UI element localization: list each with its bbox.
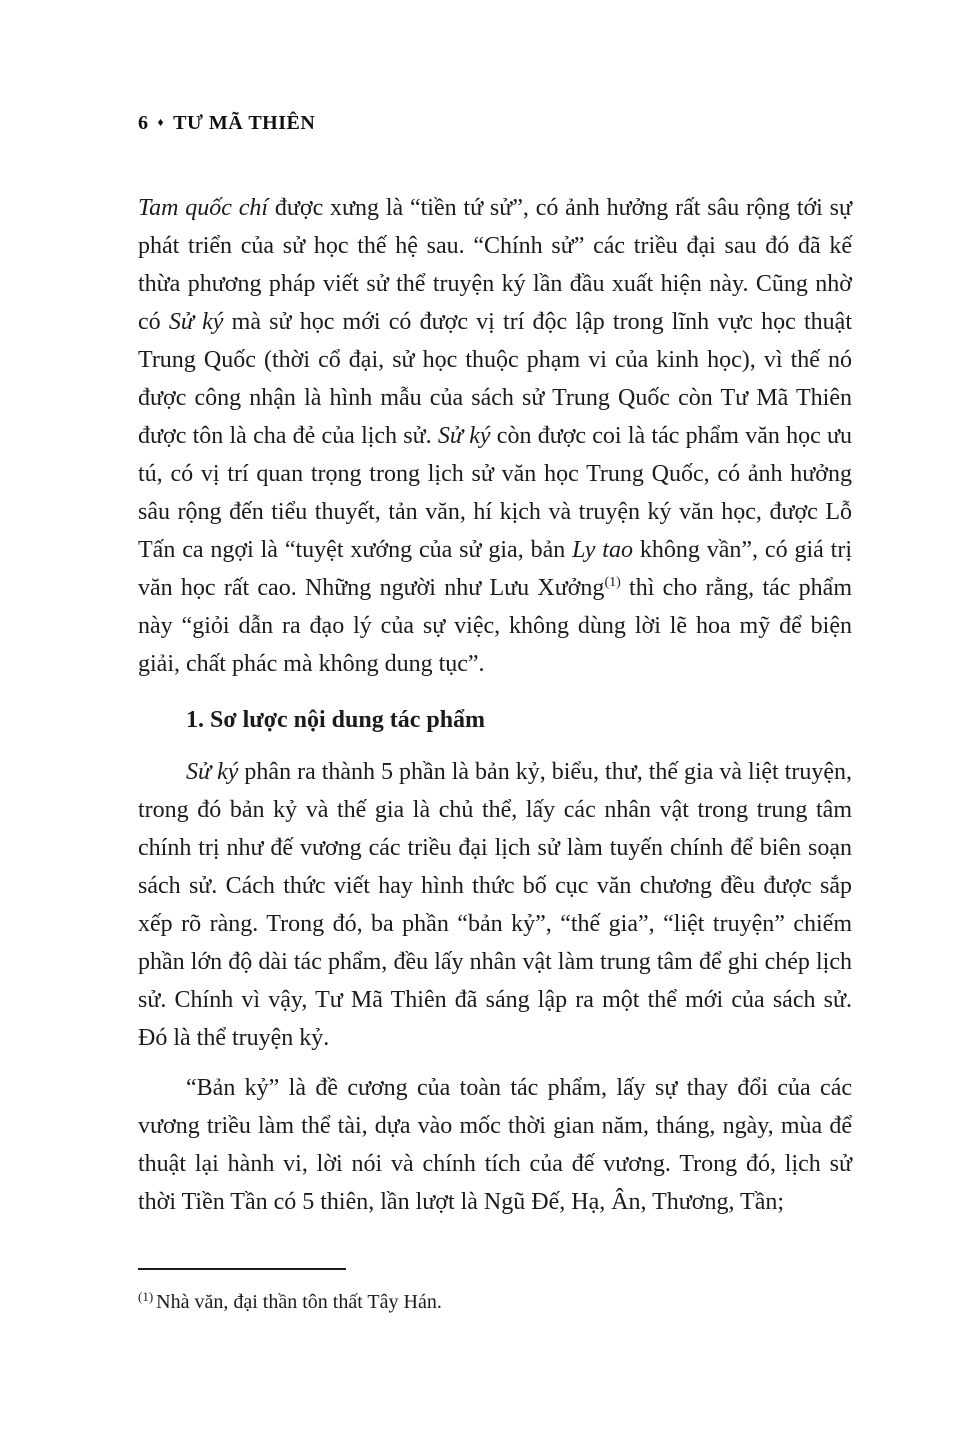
book-title-italic: Sử ký — [186, 759, 239, 785]
paragraph-ban-ky — [138, 1069, 852, 1221]
text-segment: phân ra thành 5 phần là bản kỷ, biểu, thư, thế gia và liệt truyện, trong đó bản kỷ và thế gia là chủ thể, lấy các nhân vật trong trung tâm chính trị như đế vương các triều đại lịch sử làm tuyến chính để biên soạn sách sử. Cách thức viết hay hình thức bố cục văn chương đều được sắp xếp rõ ràng. Trong đó, ba phần “bản kỷ”, “thế gia”, “liệt truyện” chiếm phần lớn độ dài tác phẩm, đều lấy nhân vật làm trung tâm để ghi chép lịch sử. Chính vì vậy, Tư Mã Thiên đã sáng lập ra một thể mới của sách sử. Đó là thể truyện kỷ. — [138, 759, 852, 1051]
footnote — [138, 1288, 852, 1316]
text-segment: “Bản kỷ” là đề cương của toàn tác phẩm, lấy sự thay đổi của các vương triều làm thể tài, dựa vào mốc thời gian năm, tháng, ngày, mùa để thuật lại hành vi, lời nói và chính tích của đế vương. Trong đó, lịch sử thời Tiền Tần có 5 thiên, lần lượt là Ngũ Đế, Hạ, Ân, Thương, Tần; — [138, 1075, 852, 1215]
page-content — [138, 112, 852, 1233]
running-title: TƯ MÃ THIÊN — [173, 112, 316, 134]
footnote-marker: (1) — [138, 1289, 154, 1304]
diamond-separator-icon: ♦ — [157, 115, 165, 129]
section-heading: 1. Sơ lược nội dung tác phẩm — [186, 707, 486, 733]
book-title-italic: Ly tao — [572, 537, 633, 563]
page-header — [138, 112, 852, 135]
footnote-reference: (1) — [604, 575, 621, 590]
paragraph-intro — [138, 189, 852, 683]
text-segment: mà sử học mới có được vị trí độc lập trong lĩnh vực học thuật Trung Quốc (thời cổ đại, sử học thuộc phạm vi của kinh học), vì thế nó được công nhận là hình mẫu của sách sử Trung Quốc còn Tư Mã Thiên được tôn là cha đẻ của lịch sử. — [138, 309, 852, 449]
text-segment: không vần”, có giá trị văn học rất cao. Những người như Lưu Xưởng — [138, 537, 853, 601]
paragraph-structure — [138, 753, 852, 1057]
book-title-italic: Tam quốc chí — [138, 195, 269, 221]
footnote-separator-rule — [138, 1268, 346, 1270]
book-title-italic: Sử ký — [168, 309, 224, 335]
text-segment: thì cho rằng, tác phẩm này “giỏi dẫn ra đạo lý của sự việc, không dùng lời lẽ hoa mỹ để biện giải, chất phác mà không dung tục”. — [138, 575, 852, 677]
text-segment: được xưng là “tiền tứ sử”, có ảnh hưởng rất sâu rộng tới sự phát triển của sử học thế hệ sau. “Chính sử” các triều đại sau đó đã kế thừa phương pháp viết sử thể truyện ký lần đầu xuất hiện này. Cũng nhờ có — [138, 195, 852, 335]
page-number: 6 — [138, 112, 149, 134]
footnote-text: Nhà văn, đại thần tôn thất Tây Hán. — [156, 1291, 442, 1313]
footnote-area — [138, 1268, 852, 1316]
book-title-italic: Sử ký — [437, 423, 491, 449]
text-segment: còn được coi là tác phẩm văn học ưu tú, có vị trí quan trọng trong lịch sử văn học Trung Quốc, có ảnh hưởng sâu rộng đến tiểu thuyết, tản văn, hí kịch và truyện ký văn học, được Lỗ Tấn ca ngợi là “tuyệt xướng của sử gia, bản — [138, 423, 853, 563]
